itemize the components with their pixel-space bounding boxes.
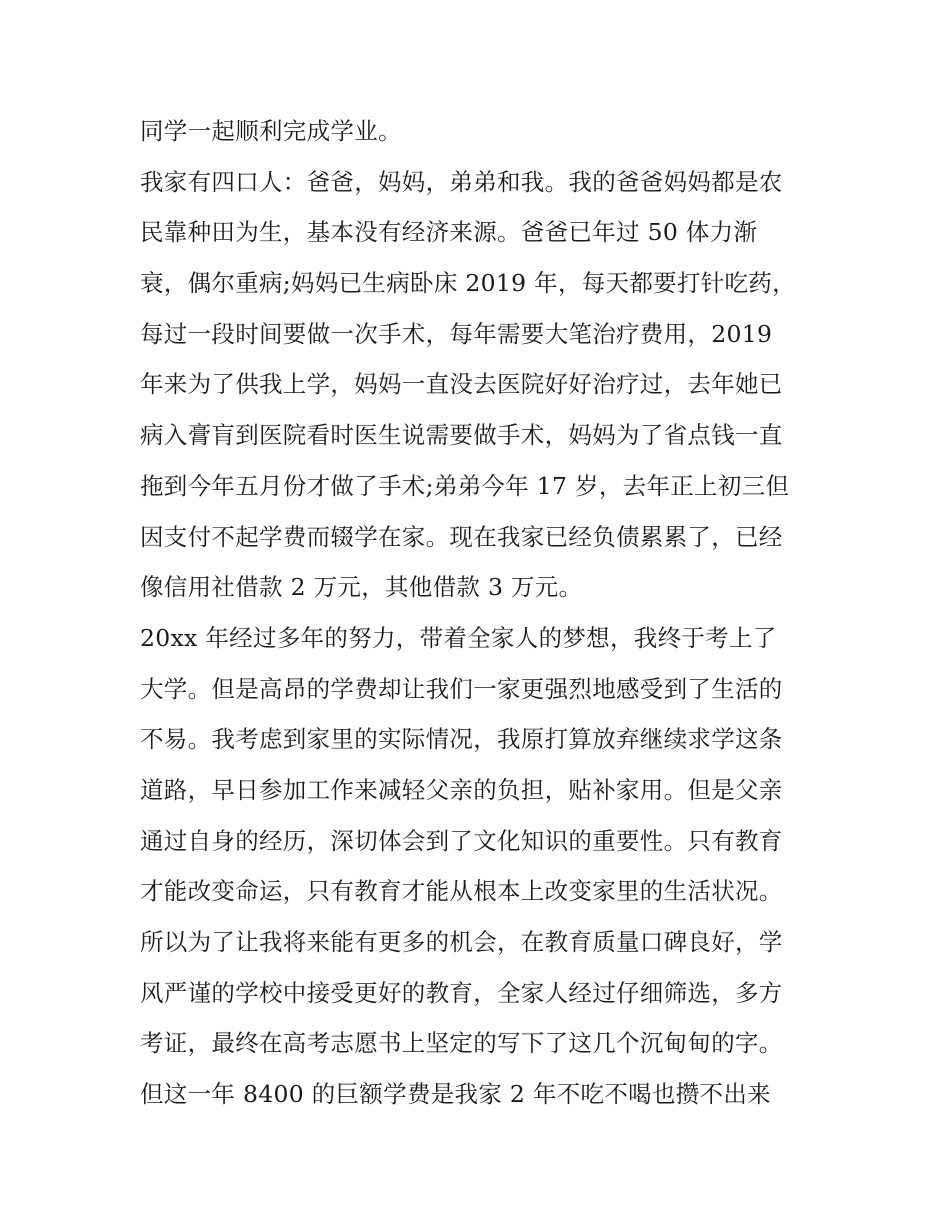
text-line-9: 因支付不起学费而辍学在家。现在我家已经负债累累了，已经	[140, 522, 783, 551]
text-line-3: 民靠种田为生，基本没有经济来源。爸爸已年过 50 体力渐	[140, 218, 758, 247]
text-line-6: 年来为了供我上学，妈妈一直没去医院好好治疗过，去年她已	[140, 370, 783, 399]
document-body	[140, 106, 830, 1120]
text-line-17: 所以为了让我将来能有更多的机会，在教育质量口碑良好，学	[140, 928, 783, 956]
text-line-11: 20xx 年经过多年的努力，带着全家人的梦想，我终于考上了	[140, 623, 777, 652]
text-line-15: 通过自身的经历，深切体会到了文化知识的重要性。只有教育	[140, 826, 783, 855]
text-line-8: 拖到今年五月份才做了手术;弟弟今年 17 岁，去年正上初三但	[140, 471, 790, 500]
text-line-18: 风严谨的学校中接受更好的教育，全家人经过仔细筛选，多方	[140, 978, 783, 1007]
text-line-20: 但这一年 8400 的巨额学费是我家 2 年不吃不喝也攒不出来	[140, 1080, 771, 1109]
text-line-7: 病入膏肓到医院看时医生说需要做手术，妈妈为了省点钱一直	[140, 421, 783, 450]
text-line-12: 大学。但是高昂的学费却让我们一家更强烈地感受到了生活的	[140, 674, 783, 703]
text-line-16: 才能改变命运，只有教育才能从根本上改变家里的生活状况。	[140, 877, 783, 906]
text-line-13: 不易。我考虑到家里的实际情况，我原打算放弃继续求学这条	[140, 725, 783, 754]
text-line-10: 像信用社借款 2 万元，其他借款 3 万元。	[140, 573, 583, 602]
text-line-14: 道路，早日参加工作来减轻父亲的负担，贴补家用。但是父亲	[140, 775, 783, 804]
text-line-1: 同学一起顺利完成学业。	[140, 117, 402, 145]
text-line-2: 我家有四口人：爸爸，妈妈，弟弟和我。我的爸爸妈妈都是农	[140, 167, 783, 196]
text-line-19: 考证，最终在高考志愿书上坚定的写下了这几个沉甸甸的字。	[140, 1029, 783, 1058]
text-line-5: 每过一段时间要做一次手术，每年需要大笔治疗费用，2019	[140, 319, 773, 348]
text-line-4: 衰，偶尔重病;妈妈已生病卧床 2019 年，每天都要打针吃药，	[140, 269, 796, 298]
